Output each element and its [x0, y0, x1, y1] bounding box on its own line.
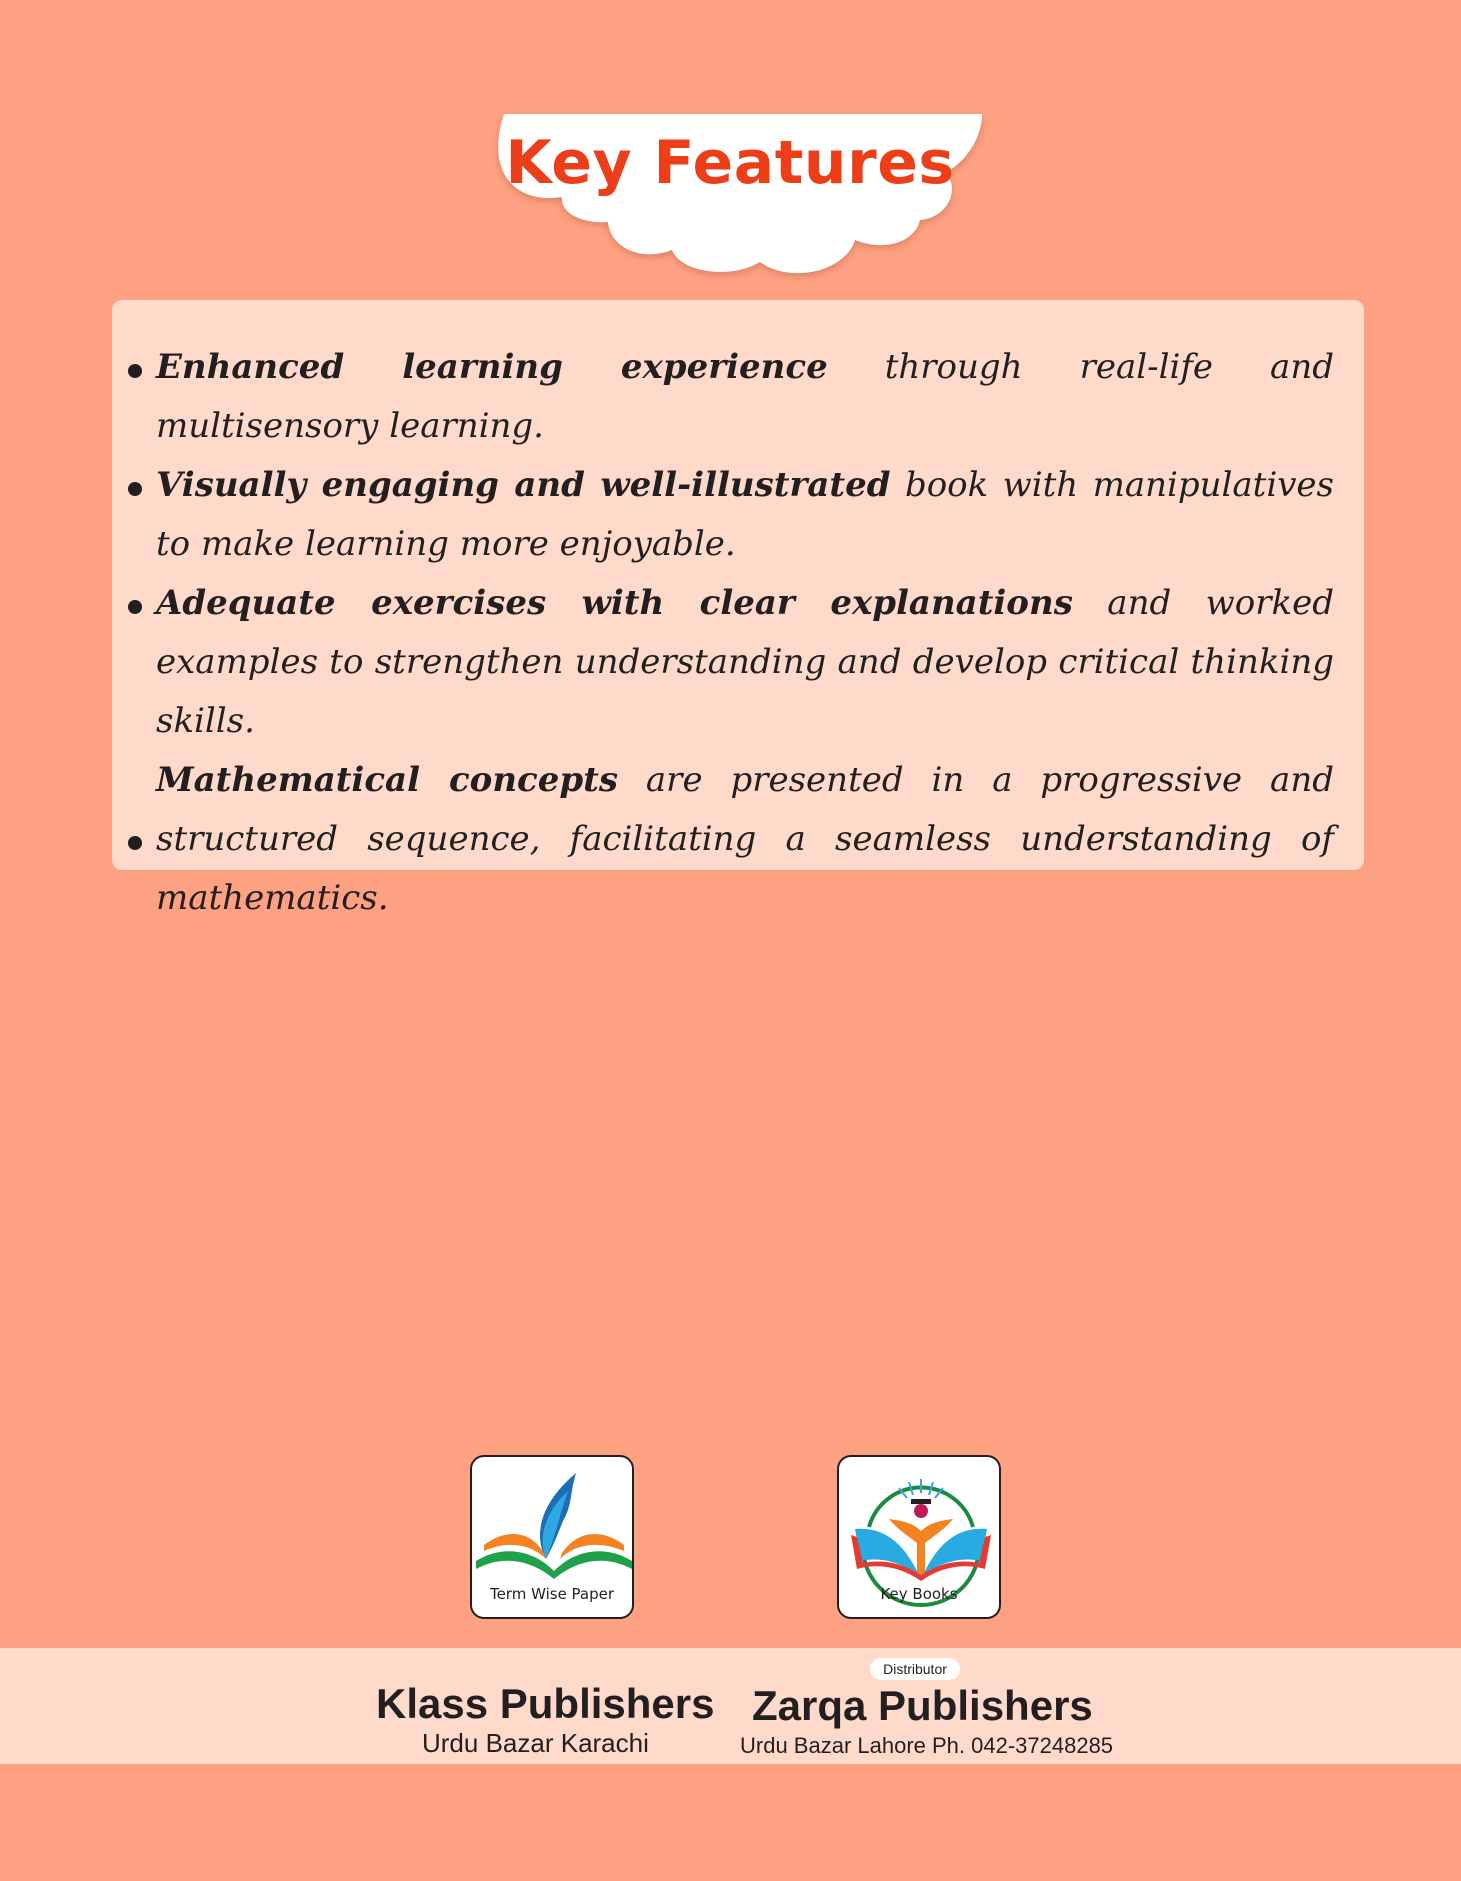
distributor-badge: Distributor [870, 1658, 960, 1680]
feature-bold: Adequate exercises with clear explanations [156, 583, 1073, 623]
feature-item [156, 456, 1334, 574]
feature-text: book with manipulatives to make learning more enjoyable. [156, 465, 1334, 564]
feature-item [156, 751, 1334, 928]
left-publisher-address: Urdu Bazar Karachi [422, 1728, 649, 1758]
feature-item [156, 574, 1334, 751]
key-books-logo [837, 1455, 1001, 1619]
right-publisher-name: Zarqa Publishers [752, 1682, 1093, 1729]
logo-caption: Key Books [880, 1585, 958, 1603]
feature-text: and worked examples to strengthen understanding and develop critical thinking skills. [156, 583, 1334, 741]
feature-item [156, 338, 1334, 456]
feature-text: are presented in a progressive and structured sequence, facilitating a seamless understanding of mathematics. [156, 760, 1334, 918]
bullet-icon [128, 836, 142, 850]
feature-bold: Mathematical concepts [156, 760, 618, 800]
bullet-icon [128, 364, 142, 378]
feature-text: through real-life and multisensory learning. [156, 347, 1334, 446]
footer-band [0, 1648, 1461, 1764]
term-wise-paper-logo [470, 1455, 634, 1619]
logo-caption: Term Wise Paper [489, 1585, 615, 1603]
bullet-icon [128, 482, 142, 496]
left-publisher-name: Klass Publishers [376, 1680, 715, 1727]
feature-bold: Enhanced learning experience [156, 347, 828, 387]
page-title: Key Features [505, 128, 955, 198]
features-list [156, 338, 1334, 928]
right-publisher-address: Urdu Bazar Lahore Ph. 042-37248285 [740, 1733, 1114, 1758]
bullet-icon [128, 600, 142, 614]
feature-bold: Visually engaging and well-illustrated [156, 465, 891, 505]
features-panel [112, 300, 1364, 918]
